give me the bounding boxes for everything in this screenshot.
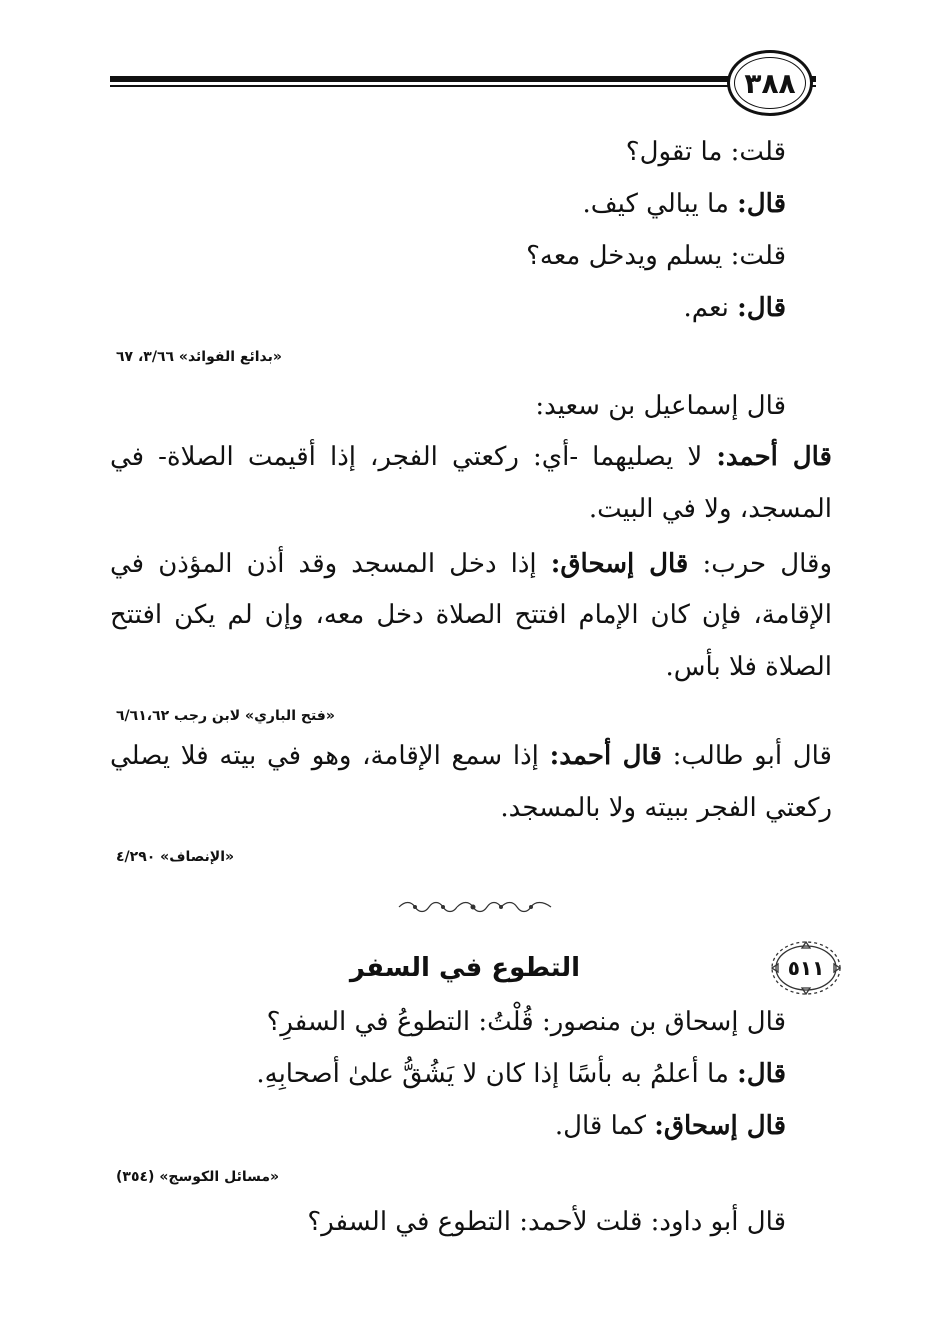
line-text: يسلم ويدخل معه؟ — [526, 241, 731, 271]
source-citation: «بدائع الفوائد» ٣/٦٦، ٦٧ — [116, 349, 282, 365]
speaker-label: قال أحمد: — [716, 442, 832, 472]
speaker-label: قال: — [737, 189, 786, 219]
line-text: وقال حرب: — [688, 549, 832, 579]
speaker-label: قلت: — [730, 241, 786, 271]
text-line: قال أبو داود: قلت لأحمد: التطوع في السفر؟ — [307, 1207, 786, 1237]
line-text: كما قال. — [554, 1111, 655, 1141]
speaker-label: قلت: — [730, 137, 786, 167]
header-rule-thick — [110, 76, 816, 82]
line-text: قال أبو طالب: — [661, 741, 832, 771]
text-line — [110, 736, 832, 776]
ornament-divider-icon — [395, 898, 555, 916]
speaker-label: قال أحمد: — [549, 741, 662, 771]
text-line: قال إسماعيل بن سعيد: — [535, 391, 786, 421]
speaker-label: قال: — [737, 1059, 786, 1089]
page-number-badge — [727, 50, 813, 116]
line-text: ما يبالي كيف. — [582, 189, 738, 219]
text-line — [583, 184, 787, 224]
header-rule — [110, 76, 816, 90]
text-line — [110, 544, 832, 584]
section-title: التطوع في السفر — [349, 953, 581, 983]
header-rule-thin — [110, 85, 816, 87]
line-text: نعم. — [683, 293, 738, 323]
line-text: لا يصليهما -أي: ركعتي الفجر، إذا أقيمت الصلاة- في — [110, 442, 717, 472]
page-number: ٣٨٨ — [744, 66, 796, 100]
line-text: إذا دخل المسجد وقد أذن المؤذن في — [110, 549, 551, 579]
source-citation: «فتح الباري» لابن رجب ٦/٦١،٦٢ — [116, 708, 335, 724]
text-line — [626, 132, 786, 172]
speaker-label: قال: — [737, 293, 786, 323]
text-line — [684, 288, 786, 328]
text-line — [526, 236, 786, 276]
text-line: المسجد، ولا في البيت. — [588, 494, 832, 524]
text-line — [110, 437, 832, 477]
source-citation: «الإنصاف» ٤/٢٩٠ — [116, 849, 235, 865]
source-citation: «مسائل الكوسج» (٣٥٤) — [116, 1169, 280, 1185]
section-number-badge — [766, 940, 846, 996]
speaker-label: قال إسحاق: — [654, 1111, 786, 1141]
text-line: الإقامة، فإن كان الإمام افتتح الصلاة دخل معه، وإن لم يكن افتتح — [110, 600, 832, 630]
line-text: إذا سمع الإقامة، وهو في بيته فلا يصلي — [110, 741, 550, 771]
line-text: ما أعلمُ به بأسًا إذا كان لا يَشُقُّ علىٰ أصحابِهِ. — [256, 1059, 738, 1089]
section-number: ٥١١ — [787, 956, 825, 980]
text-line: قال إسحاق بن منصور: قُلْتُ: التطوعُ في السفرِ؟ — [266, 1007, 786, 1037]
text-line: الصلاة فلا بأس. — [665, 652, 832, 682]
speaker-label: قال إسحاق: — [550, 549, 689, 579]
text-line — [256, 1054, 786, 1094]
line-text: ما تقول؟ — [625, 137, 731, 167]
text-line — [555, 1106, 786, 1146]
text-line: ركعتي الفجر ببيته ولا بالمسجد. — [500, 793, 832, 823]
